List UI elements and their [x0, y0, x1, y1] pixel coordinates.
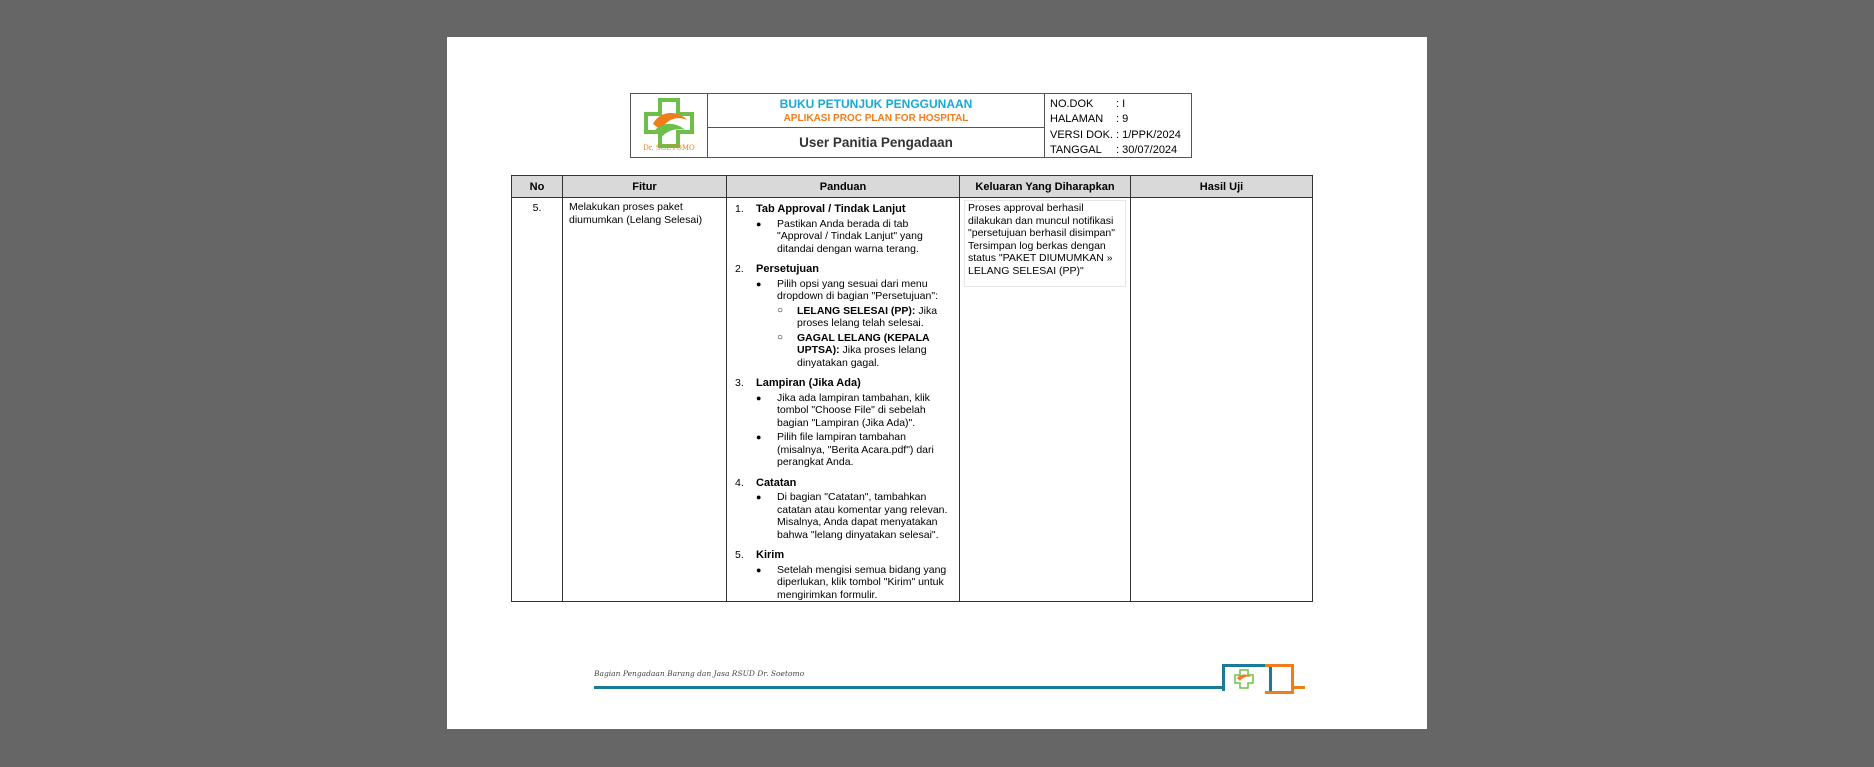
document-page — [447, 37, 1427, 729]
meta-key: VERSI DOK. — [1050, 128, 1113, 141]
expected-output: Proses approval berhasil dilakukan dan muncul notifikasi "persetujuan berhasil disimpan" Tersimpan log berkas dengan status "PAKET DIUMUMKAN » LELANG SELESAI (PP)" — [964, 200, 1126, 287]
bullet-icon: ● — [756, 492, 762, 502]
guide-step — [735, 477, 955, 542]
option-name: GAGAL LELANG (KEPALA UPTSA): — [797, 331, 930, 356]
cell-panduan — [727, 198, 960, 602]
step-bullet: Di bagian "Catatan", tambahkan catatan atau komentar yang relevan. Misalnya, Anda dapat menyatakan bahwa "lelang dinyatakan selesai". — [777, 491, 948, 541]
header-keluaran: Keluaran Yang Diharapkan — [960, 176, 1131, 198]
header-hasil-uji: Hasil Uji — [1131, 176, 1313, 198]
meta-value: : 30/07/2024 — [1116, 144, 1178, 157]
step-bullet: Pilih opsi yang sesuai dari menu dropdown di bagian "Persetujuan": — [777, 277, 938, 302]
hospital-logo — [631, 94, 708, 157]
document-header — [630, 93, 1192, 158]
sub-bullet-icon: ○ — [777, 331, 784, 343]
step-bullet: Pilih file lampiran tambahan (misalnya, "Berita Acara.pdf") dari perangkat Anda. — [777, 431, 934, 468]
cell-fitur: Melakukan proses paket diumumkan (Lelang Selesai) — [563, 198, 727, 602]
guide-step — [735, 377, 955, 469]
step-title: Lampiran (Jika Ada) — [756, 377, 861, 389]
step-number: 5. — [735, 549, 744, 561]
step-title: Kirim — [756, 549, 785, 561]
meta-value: : 1/PPK/2024 — [1116, 128, 1181, 141]
header-fitur: Fitur — [563, 176, 727, 198]
step-title: Persetujuan — [756, 263, 819, 275]
meta-value: : 9 — [1116, 113, 1129, 126]
footer-line — [594, 686, 1271, 689]
bullet-icon: ● — [756, 432, 762, 442]
logo-text: Dr. SOETOMO — [643, 144, 695, 152]
guide-step — [735, 203, 955, 255]
step-title: Tab Approval / Tindak Lanjut — [756, 203, 906, 215]
step-bullet: Pastikan Anda berada di tab "Approval / Tindak Lanjut" yang ditandai dengan warna terang. — [777, 217, 923, 255]
table-header-row — [512, 176, 1313, 198]
cell-keluaran — [960, 198, 1131, 602]
step-bullet: Setelah mengisi semua bidang yang diperlukan, klik tombol "Kirim" untuk mengirimkan formulir. — [777, 563, 947, 601]
document-title: BUKU PETUNJUK PENGGUNAAN — [779, 97, 973, 111]
step-number: 4. — [735, 476, 744, 489]
option-desc: Jika proses lelang dinyatakan gagal. — [797, 344, 927, 369]
step-title: Catatan — [756, 476, 797, 489]
footer-accent-line — [1291, 686, 1305, 689]
meta-key: TANGGAL — [1050, 144, 1102, 157]
meta-value: : I — [1116, 97, 1126, 110]
header-panduan: Panduan — [727, 176, 960, 198]
test-table — [511, 175, 1313, 602]
step-number: 3. — [735, 377, 744, 389]
footer-text: Bagian Pengadaan Barang dan Jasa RSUD Dr. Soetomo — [594, 669, 805, 678]
step-number: 2. — [735, 263, 744, 275]
option-name: LELANG SELESAI (PP): — [797, 304, 916, 317]
step-number: 1. — [735, 203, 744, 215]
bullet-icon: ● — [756, 564, 762, 575]
cell-no: 5. — [512, 198, 563, 602]
section-title: User Panitia Pengadaan — [799, 135, 953, 150]
option-desc: Jika proses lelang telah selesai. — [797, 304, 938, 329]
header-no: No — [512, 176, 563, 198]
footer-logo-icon — [1225, 667, 1263, 689]
guide-step — [735, 549, 955, 601]
document-meta — [1045, 94, 1191, 157]
document-subtitle: APLIKASI PROC PLAN FOR HOSPITAL — [783, 113, 969, 124]
guide-step — [735, 263, 955, 369]
meta-key: HALAMAN — [1050, 113, 1104, 126]
footer-accent-frame — [1265, 664, 1294, 694]
bullet-icon: ● — [756, 392, 762, 403]
table-row — [512, 198, 1313, 602]
bullet-icon: ● — [756, 278, 762, 289]
sub-bullet-icon: ○ — [777, 304, 784, 316]
meta-key: NO.DOK — [1050, 97, 1094, 110]
cell-hasil-uji — [1131, 198, 1313, 602]
bullet-icon: ● — [756, 218, 762, 229]
step-bullet: Jika ada lampiran tambahan, klik tombol "Choose File" di sebelah bagian "Lampiran (Jika Ada)". — [777, 391, 930, 429]
